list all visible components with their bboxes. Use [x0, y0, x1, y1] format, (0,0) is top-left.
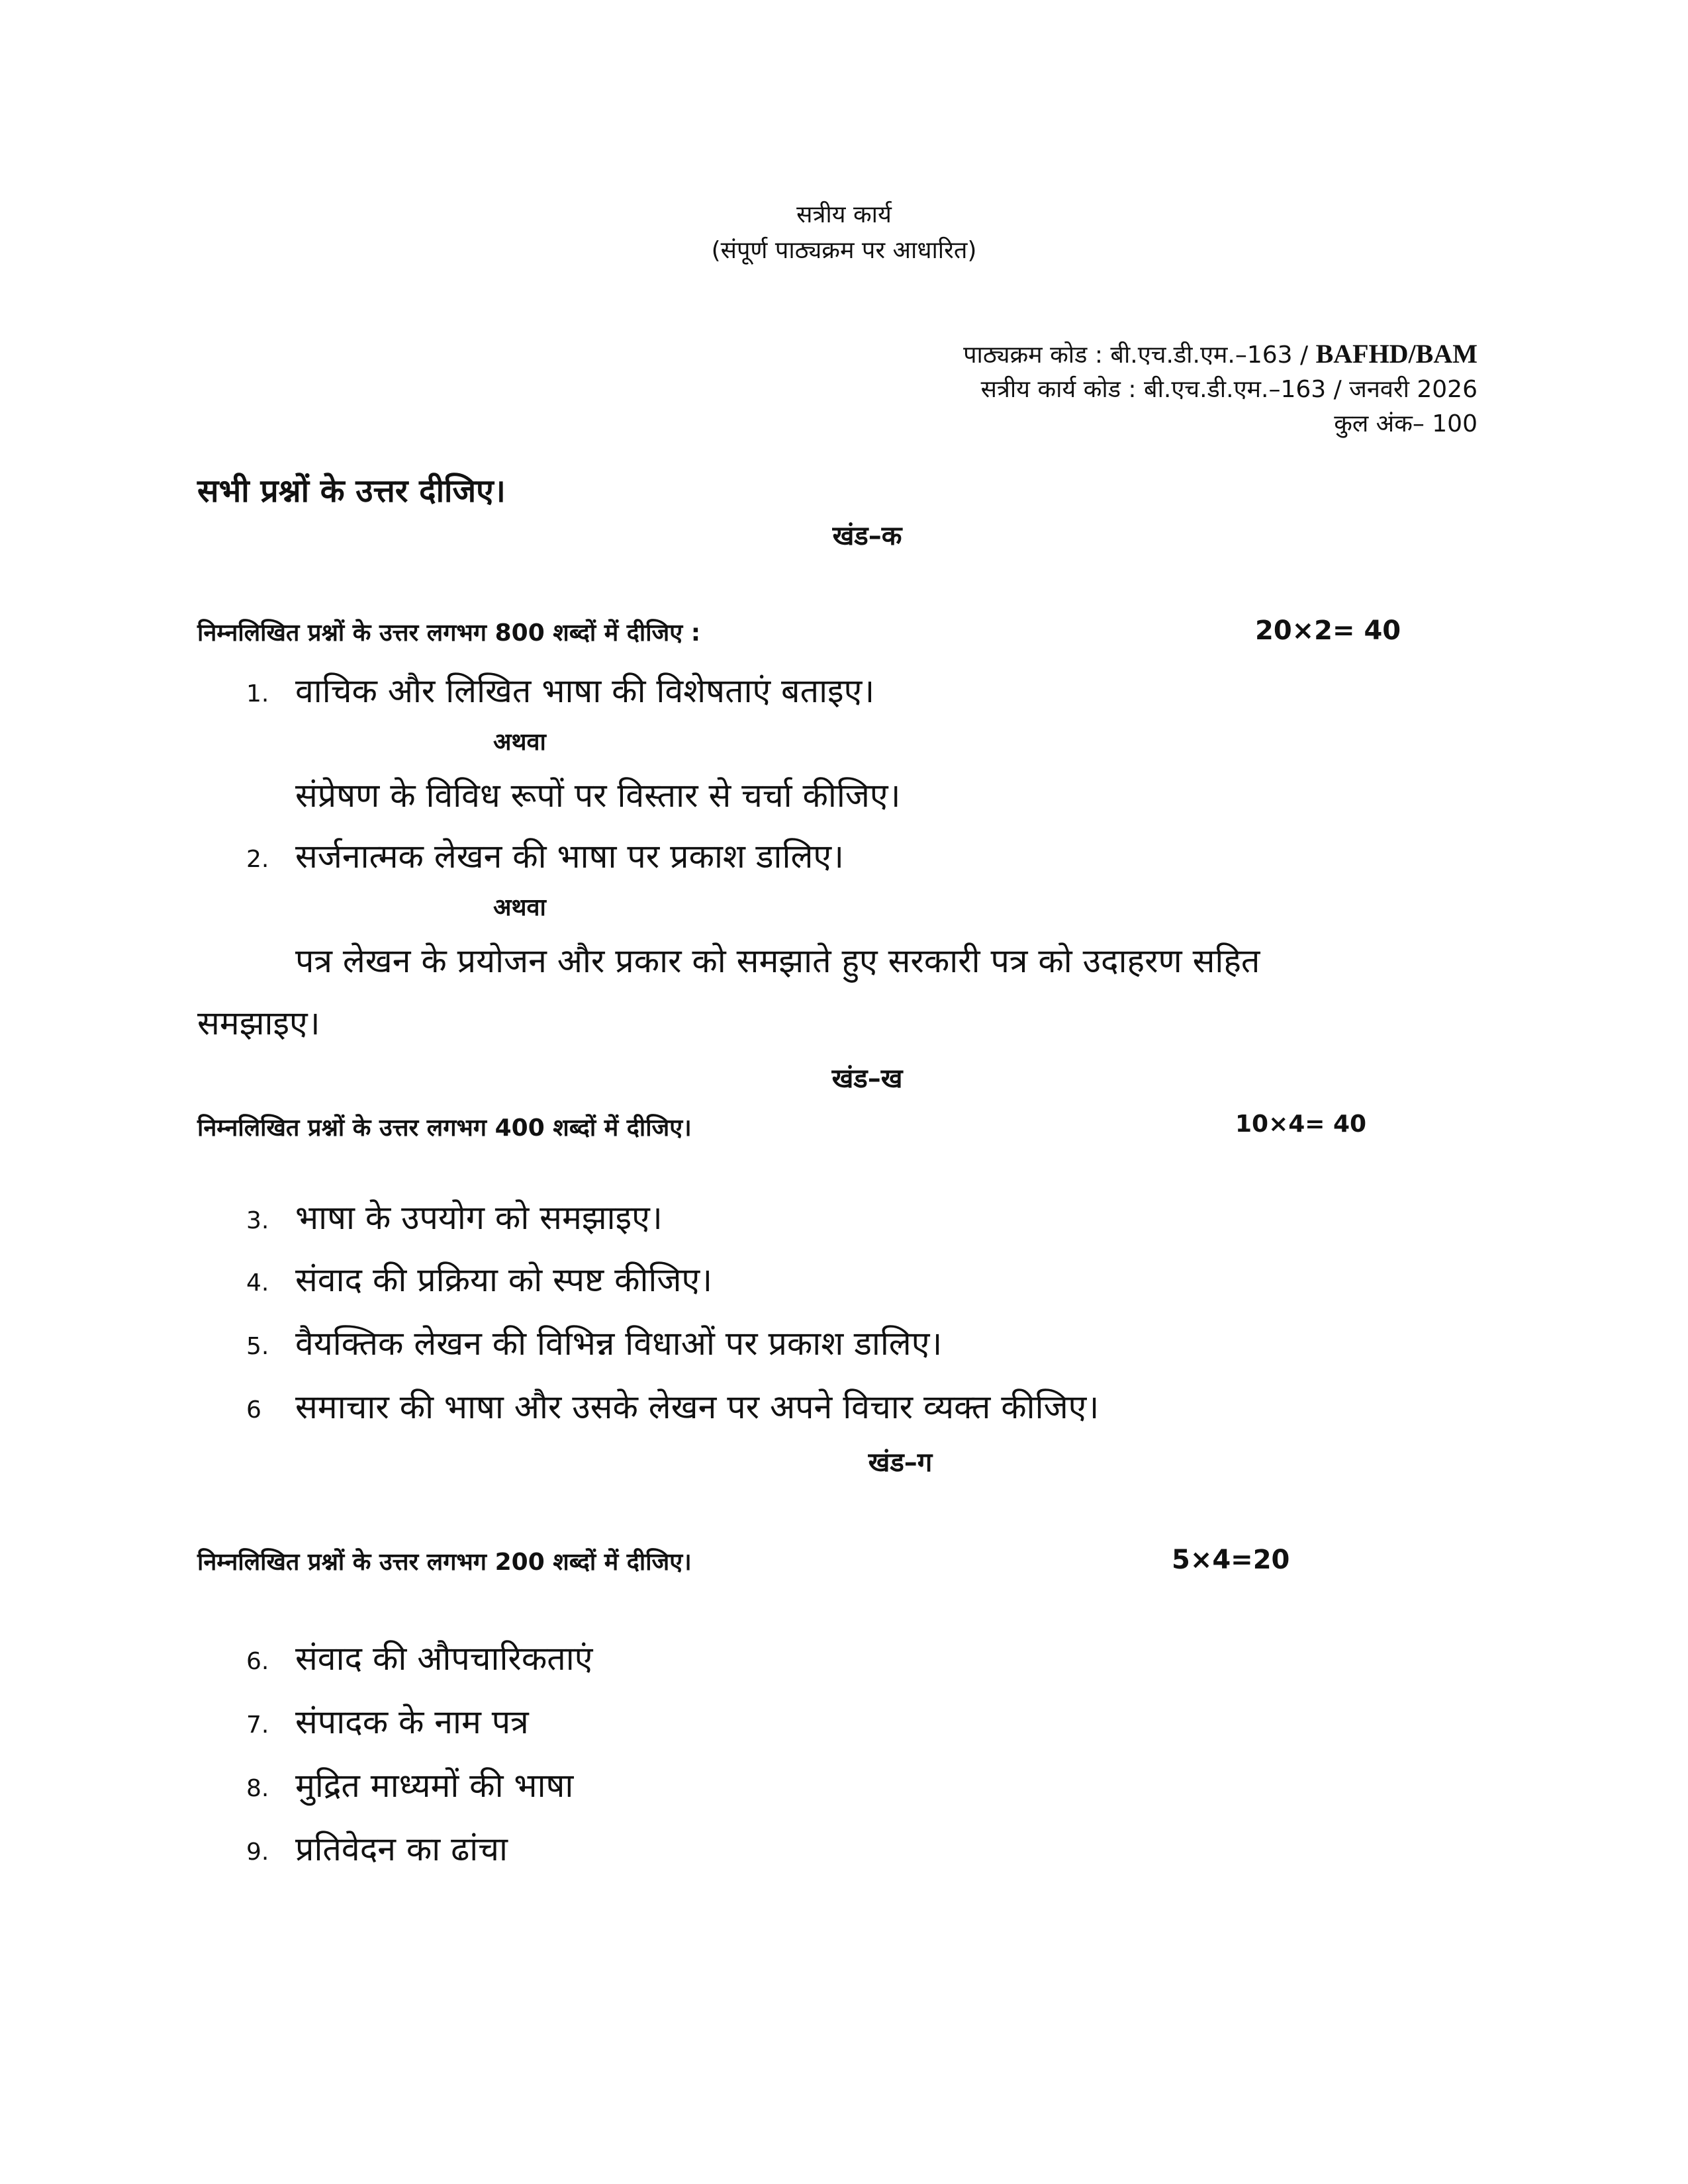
- course-code-en: BAFHD/BAM: [1315, 339, 1477, 369]
- general-instruction: सभी प्रश्नों के उत्तर दीजिए।: [197, 473, 506, 510]
- section-b-title: खंड–ख: [831, 1064, 903, 1094]
- question-number: 3.: [246, 1207, 269, 1234]
- question-text: संवाद की प्रक्रिया को स्पष्ट कीजिए।: [295, 1261, 713, 1299]
- question-alt-text-continued: समझाइए।: [197, 1004, 320, 1042]
- question-text: मुद्रित माध्यमों की भाषा: [295, 1766, 574, 1805]
- question-text: संवाद की औपचारिकताएं: [295, 1639, 593, 1678]
- question-number: 2.: [246, 846, 269, 873]
- course-code: [963, 338, 1477, 370]
- total-marks: कुल अंक– 100: [1334, 410, 1477, 437]
- or-label: अथवा: [493, 729, 546, 756]
- question-number: 7.: [246, 1711, 269, 1739]
- question-text: वाचिक और लिखित भाषा की विशेषताएं बताइए।: [295, 672, 875, 710]
- section-a-title: खंड–क: [832, 521, 902, 551]
- section-c-marks: 5×4=20: [1172, 1545, 1290, 1575]
- section-a-marks: 20×2= 40: [1255, 615, 1401, 646]
- question-text: संपादक के नाम पत्र: [295, 1703, 529, 1741]
- question-number: 6: [246, 1396, 261, 1424]
- section-b-marks: 10×4= 40: [1235, 1111, 1367, 1138]
- question-number: 4.: [246, 1269, 269, 1297]
- question-number: 9.: [246, 1839, 269, 1866]
- question-number: 1.: [246, 680, 269, 707]
- question-text: वैयक्तिक लेखन की विभिन्न विधाओं पर प्रकाश डालिए।: [295, 1324, 943, 1363]
- or-label: अथवा: [493, 894, 546, 921]
- section-c-instruction: निम्नलिखित प्रश्नों के उत्तर लगभग 200 शब्दों में दीजिए।: [197, 1549, 692, 1576]
- question-alt-text: पत्र लेखन के प्रयोजन और प्रकार को समझाते हुए सरकारी पत्र को उदाहरण सहित: [295, 942, 1260, 980]
- question-number: 8.: [246, 1775, 269, 1802]
- section-b-instruction: निम्नलिखित प्रश्नों के उत्तर लगभग 400 शब्दों में दीजिए।: [197, 1115, 692, 1142]
- course-code-label: पाठ्यक्रम कोड : बी.एच.डी.एम.–163 /: [963, 341, 1316, 369]
- page-subtitle: (संपूर्ण पाठ्यक्रम पर आधारित): [711, 237, 977, 264]
- question-text: समाचार की भाषा और उसके लेखन पर अपने विचार व्यक्त कीजिए।: [295, 1388, 1100, 1426]
- question-alt-text: संप्रेषण के विविध रूपों पर विस्तार से चर्चा कीजिए।: [295, 776, 901, 815]
- question-number: 6.: [246, 1648, 269, 1675]
- question-text: भाषा के उपयोग को समझाइए।: [295, 1199, 663, 1237]
- assignment-code: सत्रीय कार्य कोड : बी.एच.डी.एम.–163 / जनवरी 2026: [980, 376, 1477, 403]
- question-text: सर्जनात्मक लेखन की भाषा पर प्रकाश डालिए।: [295, 837, 844, 876]
- question-number: 5.: [246, 1333, 269, 1360]
- page-title: सत्रीय कार्य: [796, 201, 892, 228]
- section-c-title: खंड–ग: [868, 1447, 933, 1478]
- question-text: प्रतिवेदन का ढांचा: [295, 1830, 508, 1868]
- section-a-instruction: निम्नलिखित प्रश्नों के उत्तर लगभग 800 शब्दों में दीजिए :: [197, 619, 701, 647]
